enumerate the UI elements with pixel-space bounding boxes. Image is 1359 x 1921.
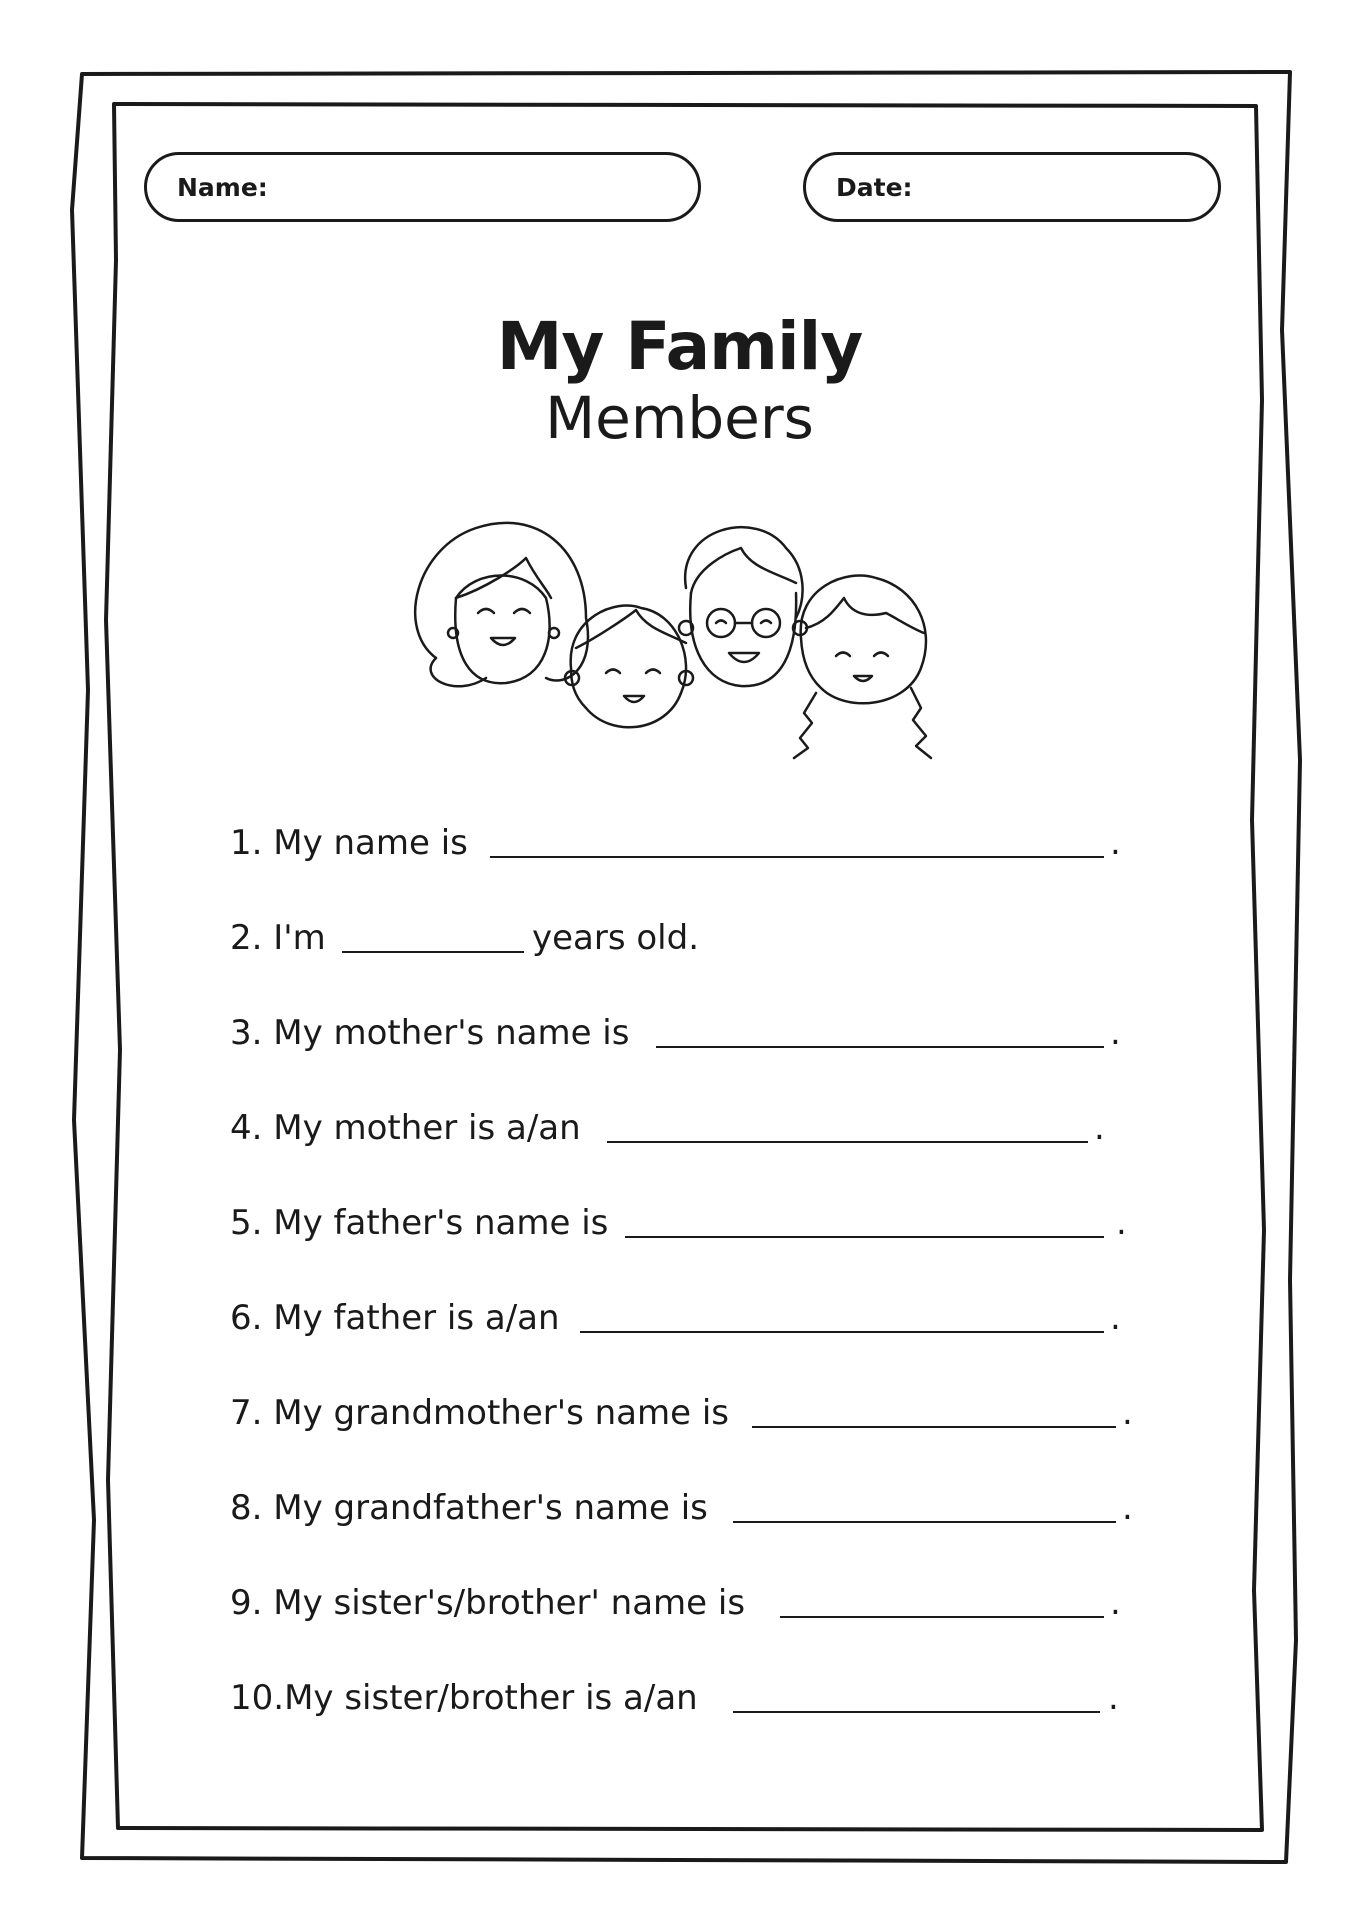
question-period: .: [1110, 1013, 1121, 1053]
question-period: .: [1122, 1393, 1133, 1433]
question-label: 9. My sister's/brother' name is: [230, 1583, 746, 1623]
question-label: 7. My grandmother's name is: [230, 1393, 729, 1433]
girl-face-icon: [794, 576, 931, 759]
question-period: .: [1110, 1298, 1121, 1338]
question-label: 6. My father is a/an: [230, 1298, 560, 1338]
answer-blank[interactable]: [733, 1711, 1100, 1713]
mother-face-icon: [415, 523, 588, 686]
question-label: 10.My sister/brother is a/an: [230, 1678, 698, 1718]
question-label: 1. My name is: [230, 823, 468, 863]
boy-face-icon: [565, 606, 693, 728]
family-faces-illustration: [396, 508, 976, 768]
question-period: .: [1094, 1108, 1105, 1148]
question-period: .: [1122, 1488, 1133, 1528]
name-label: Name:: [177, 172, 268, 202]
answer-blank[interactable]: [625, 1236, 1104, 1238]
page-subtitle: Members: [545, 384, 814, 452]
answer-blank[interactable]: [342, 951, 524, 953]
question-label: 4. My mother is a/an: [230, 1108, 581, 1148]
question-period: .: [1116, 1203, 1127, 1243]
question-period: .: [1108, 1678, 1119, 1718]
answer-blank[interactable]: [752, 1426, 1116, 1428]
date-field[interactable]: [803, 152, 1221, 222]
date-label: Date:: [836, 172, 913, 202]
answer-blank[interactable]: [733, 1521, 1116, 1523]
answer-blank[interactable]: [656, 1046, 1104, 1048]
question-label: 2. I'm: [230, 918, 326, 958]
answer-blank[interactable]: [607, 1141, 1088, 1143]
question-label: 3. My mother's name is: [230, 1013, 630, 1053]
answer-blank[interactable]: [490, 856, 1104, 858]
question-label: 5. My father's name is: [230, 1203, 609, 1243]
answer-blank[interactable]: [780, 1616, 1104, 1618]
father-face-icon: [679, 527, 807, 686]
question-label: 8. My grandfather's name is: [230, 1488, 708, 1528]
question-period: .: [1110, 823, 1121, 863]
question-period: .: [1110, 1583, 1121, 1623]
name-field[interactable]: [144, 152, 701, 222]
question-suffix: years old.: [532, 918, 700, 958]
page-title: My Family: [496, 308, 863, 385]
answer-blank[interactable]: [580, 1331, 1104, 1333]
